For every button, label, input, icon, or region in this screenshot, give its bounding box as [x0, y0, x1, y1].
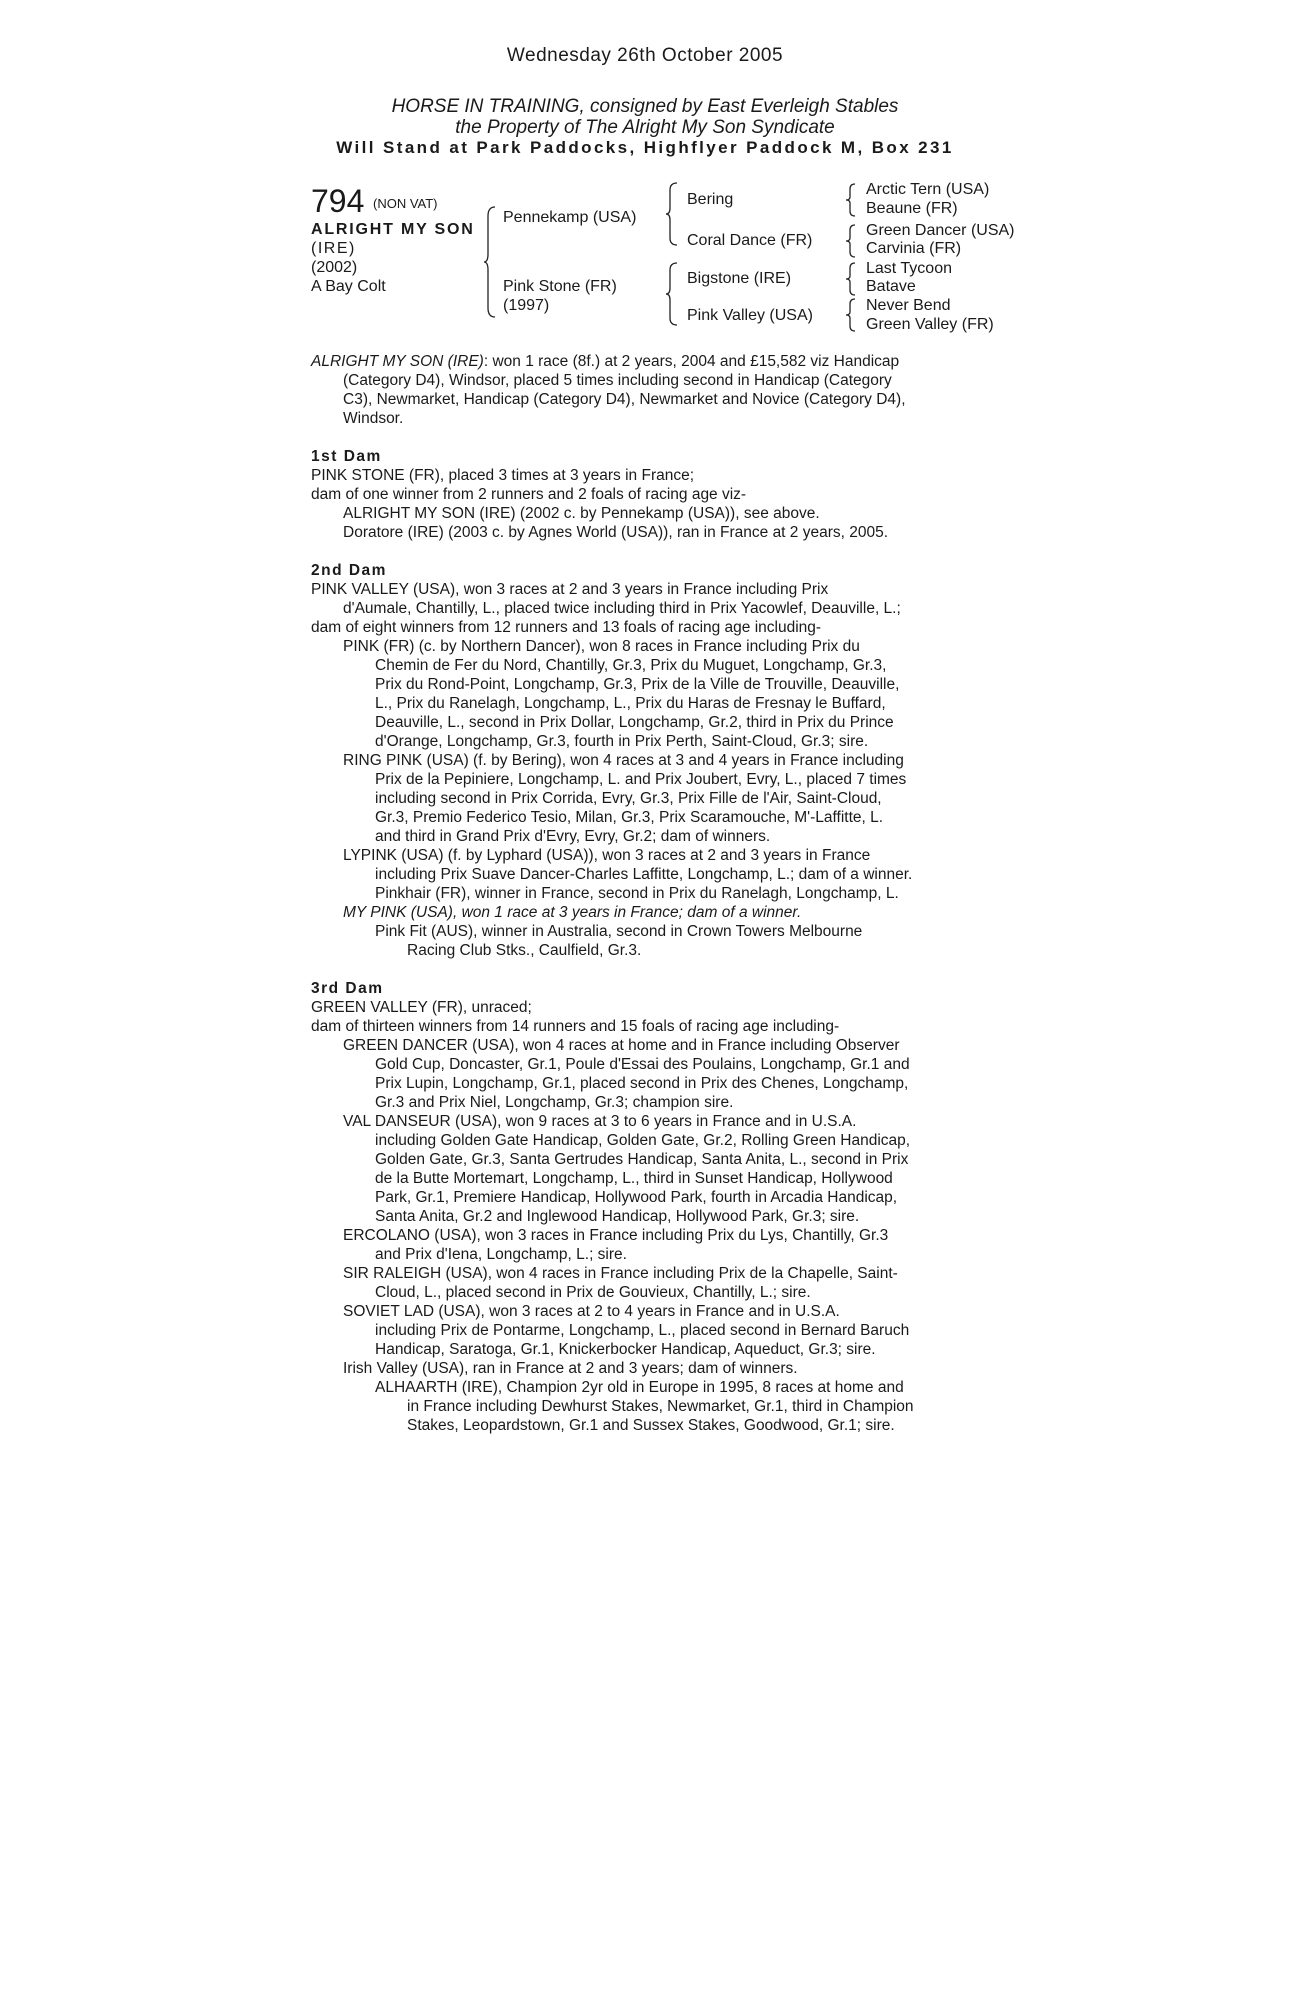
pedigree-brace	[666, 182, 678, 246]
pedigree-dsd: Batave	[866, 278, 916, 295]
produce-entry-line: Santa Anita, Gr.2 and Inglewood Handicap, Hollywood Park, Gr.3; sire.	[375, 1208, 860, 1225]
second-dam-section	[311, 561, 983, 960]
second-dam-line: PINK VALLEY (USA), won 3 races at 2 and 3 years in France including Prix	[311, 581, 829, 598]
produce-entry-line: L., Prix du Ranelagh, Longchamp, L., Prix du Haras de Fresnay le Buffard,	[375, 695, 886, 712]
pedigree-sds: Green Dancer (USA)	[866, 222, 1015, 239]
pedigree-dam-dam: Pink Valley (USA)	[687, 307, 813, 324]
pedigree-brace	[846, 262, 856, 296]
produce-entry-line: Racing Club Stks., Caulfield, Gr.3.	[407, 942, 642, 959]
first-dam-section	[311, 447, 983, 542]
produce-entry: VAL DANSEUR (USA), won 9 races at 3 to 6 years in France and in U.S.A.	[343, 1113, 857, 1130]
pedigree-sss: Arctic Tern (USA)	[866, 181, 990, 198]
third-dam-section	[311, 979, 983, 1435]
first-dam-line: dam of one winner from 2 runners and 2 foals of racing age viz-	[311, 486, 747, 503]
produce-entry-line: Chemin de Fer du Nord, Chantilly, Gr.3, Prix du Muguet, Longchamp, Gr.3,	[375, 657, 887, 674]
produce-entry-line: Handicap, Saratoga, Gr.1, Knickerbocker Handicap, Aqueduct, Gr.3; sire.	[375, 1341, 876, 1358]
produce-entry: RING PINK (USA) (f. by Bering), won 4 races at 3 and 4 years in France including	[343, 752, 904, 769]
horse-country: (IRE)	[311, 240, 356, 257]
horse-description: A Bay Colt	[311, 278, 386, 295]
race-record-line: Windsor.	[343, 410, 404, 427]
first-dam-heading: 1st Dam	[311, 448, 382, 465]
produce-entry-line: including Golden Gate Handicap, Golden Gate, Gr.2, Rolling Green Handicap,	[375, 1132, 911, 1149]
pedigree-brace	[846, 224, 856, 258]
pedigree-ddd: Green Valley (FR)	[866, 316, 994, 333]
produce-entry-line: d'Orange, Longchamp, Gr.3, fourth in Prix Perth, Saint-Cloud, Gr.3; sire.	[375, 733, 869, 750]
produce-entry: MY PINK (USA), won 1 race at 3 years in France; dam of a winner.	[343, 904, 802, 921]
pedigree-sdd: Carvinia (FR)	[866, 240, 962, 257]
race-record: ALRIGHT MY SON (IRE): won 1 race (8f.) at 2 years, 2004 and £15,582 viz Handicap (Category D4), Windsor, placed 5 times including second in Handicap (Category C3), Newmarket, Handicap (Category D4), Newmarket and Novice (Category D4), Windsor.	[311, 352, 983, 428]
produce-entry: PINK (FR) (c. by Northern Dancer), won 8 races in France including Prix du	[343, 638, 860, 655]
vat-status: (NON VAT)	[373, 196, 438, 211]
produce-entry-line: including Prix Suave Dancer-Charles Laffitte, Longchamp, L.; dam of a winner.	[375, 866, 913, 883]
produce-entry-line: Gold Cup, Doncaster, Gr.1, Poule d'Essai des Poulains, Longchamp, Gr.1 and	[375, 1056, 910, 1073]
pedigree-dam-sire: Bigstone (IRE)	[687, 270, 792, 287]
produce-entry-line: Gr.3, Premio Federico Tesio, Milan, Gr.3, Prix Scaramouche, M'-Laffitte, L.	[375, 809, 884, 826]
pedigree-brace	[846, 298, 856, 332]
produce-entry-line: de la Butte Mortemart, Longchamp, L., third in Sunset Handicap, Hollywood	[375, 1170, 893, 1187]
produce-entry: Irish Valley (USA), ran in France at 2 and 3 years; dam of winners.	[343, 1360, 798, 1377]
produce-entry: ALRIGHT MY SON (IRE) (2002 c. by Pennekamp (USA)), see above.	[343, 505, 820, 522]
race-record-line: won 1 race (8f.) at 2 years, 2004 and £15,582 viz Handicap	[492, 353, 900, 370]
produce-entry-line: in France including Dewhurst Stakes, Newmarket, Gr.1, third in Champion	[407, 1398, 914, 1415]
produce-entry-line: and Prix d'Iena, Longchamp, L.; sire.	[375, 1246, 627, 1263]
catalogue-body	[311, 352, 983, 1435]
produce-entry-line: Cloud, L., placed second in Prix de Gouvieux, Chantilly, L.; sire.	[375, 1284, 811, 1301]
produce-entry: GREEN DANCER (USA), won 4 races at home and in France including Observer	[343, 1037, 900, 1054]
consignor-line: HORSE IN TRAINING, consigned by East Everleigh Stables	[391, 96, 899, 117]
pedigree-sire: Pennekamp (USA)	[503, 209, 637, 226]
stand-location: Will Stand at Park Paddocks, Highflyer Paddock M, Box 231	[336, 138, 954, 157]
second-dam-line: dam of eight winners from 12 runners and 13 foals of racing age including-	[311, 619, 822, 636]
lot-number: 794	[311, 183, 365, 219]
produce-entry-line: Prix de la Pepiniere, Longchamp, L. and Prix Joubert, Evry, L., placed 7 times	[375, 771, 907, 788]
pedigree-sire-sire: Bering	[687, 191, 734, 208]
produce-entry: SOVIET LAD (USA), won 3 races at 2 to 4 years in France and in U.S.A.	[343, 1303, 840, 1320]
produce-entry-line: Prix du Rond-Point, Longchamp, Gr.3, Prix de la Ville de Trouville, Deauville,	[375, 676, 900, 693]
sale-date: Wednesday 26th October 2005	[506, 45, 784, 66]
race-record-line: (Category D4), Windsor, placed 5 times including second in Handicap (Category	[343, 372, 892, 389]
produce-entry: Pinkhair (FR), winner in France, second in Prix du Ranelagh, Longchamp, L.	[375, 885, 899, 902]
produce-entry-line: Golden Gate, Gr.3, Santa Gertrudes Handicap, Santa Anita, L., second in Prix	[375, 1151, 909, 1168]
pedigree-brace	[846, 183, 856, 217]
third-dam-heading: 3rd Dam	[311, 980, 384, 997]
pedigree-brace	[666, 262, 678, 326]
horse-name: ALRIGHT MY SON	[311, 221, 475, 238]
produce-entry-line: and third in Grand Prix d'Evry, Evry, Gr.2; dam of winners.	[375, 828, 771, 845]
produce-entry-line: Stakes, Leopardstown, Gr.1 and Sussex Stakes, Goodwood, Gr.1; sire.	[407, 1417, 895, 1434]
produce-entry: Pink Fit (AUS), winner in Australia, second in Crown Towers Melbourne	[375, 923, 863, 940]
produce-entry-line: Prix Lupin, Longchamp, Gr.1, placed second in Prix des Chenes, Longchamp,	[375, 1075, 909, 1092]
produce-entry: LYPINK (USA) (f. by Lyphard (USA)), won 3 races at 2 and 3 years in France	[343, 847, 871, 864]
produce-entry: ERCOLANO (USA), won 3 races in France including Prix du Lys, Chantilly, Gr.3	[343, 1227, 889, 1244]
pedigree-ssd: Beaune (FR)	[866, 200, 958, 217]
second-dam-heading: 2nd Dam	[311, 562, 387, 579]
pedigree-dds: Never Bend	[866, 297, 951, 314]
first-dam-line: PINK STONE (FR), placed 3 times at 3 years in France;	[311, 467, 695, 484]
produce-entry: ALHAARTH (IRE), Champion 2yr old in Europe in 1995, 8 races at home and	[375, 1379, 904, 1396]
race-record-name: ALRIGHT MY SON (IRE)	[311, 353, 484, 370]
race-record-line: C3), Newmarket, Handicap (Category D4), Newmarket and Novice (Category D4),	[343, 391, 906, 408]
horse-year: (2002)	[311, 259, 358, 276]
second-dam-line: d'Aumale, Chantilly, L., placed twice including third in Prix Yacowlef, Deauville, L.;	[343, 600, 901, 617]
pedigree-brace	[484, 206, 496, 318]
produce-entry-line: including second in Prix Corrida, Evry, Gr.3, Prix Fille de l'Air, Saint-Cloud,	[375, 790, 882, 807]
pedigree-dam-year: (1997)	[503, 297, 550, 314]
produce-entry-line: Deauville, L., second in Prix Dollar, Longchamp, Gr.2, third in Prix du Prince	[375, 714, 894, 731]
produce-entry-line: Gr.3 and Prix Niel, Longchamp, Gr.3; champion sire.	[375, 1094, 734, 1111]
third-dam-line: dam of thirteen winners from 14 runners and 15 foals of racing age including-	[311, 1018, 840, 1035]
produce-entry-line: Park, Gr.1, Premiere Handicap, Hollywood Park, fourth in Arcadia Handicap,	[375, 1189, 898, 1206]
pedigree-dss: Last Tycoon	[866, 260, 952, 277]
pedigree-dam: Pink Stone (FR)	[503, 278, 617, 295]
third-dam-line: GREEN VALLEY (FR), unraced;	[311, 999, 532, 1016]
produce-entry: SIR RALEIGH (USA), won 4 races in France including Prix de la Chapelle, Saint-	[343, 1265, 898, 1282]
produce-entry: Doratore (IRE) (2003 c. by Agnes World (USA)), ran in France at 2 years, 2005.	[343, 524, 889, 541]
produce-entry-line: including Prix de Pontarme, Longchamp, L., placed second in Bernard Baruch	[375, 1322, 910, 1339]
pedigree-sire-dam: Coral Dance (FR)	[687, 232, 813, 249]
property-line: the Property of The Alright My Son Syndicate	[455, 117, 835, 138]
